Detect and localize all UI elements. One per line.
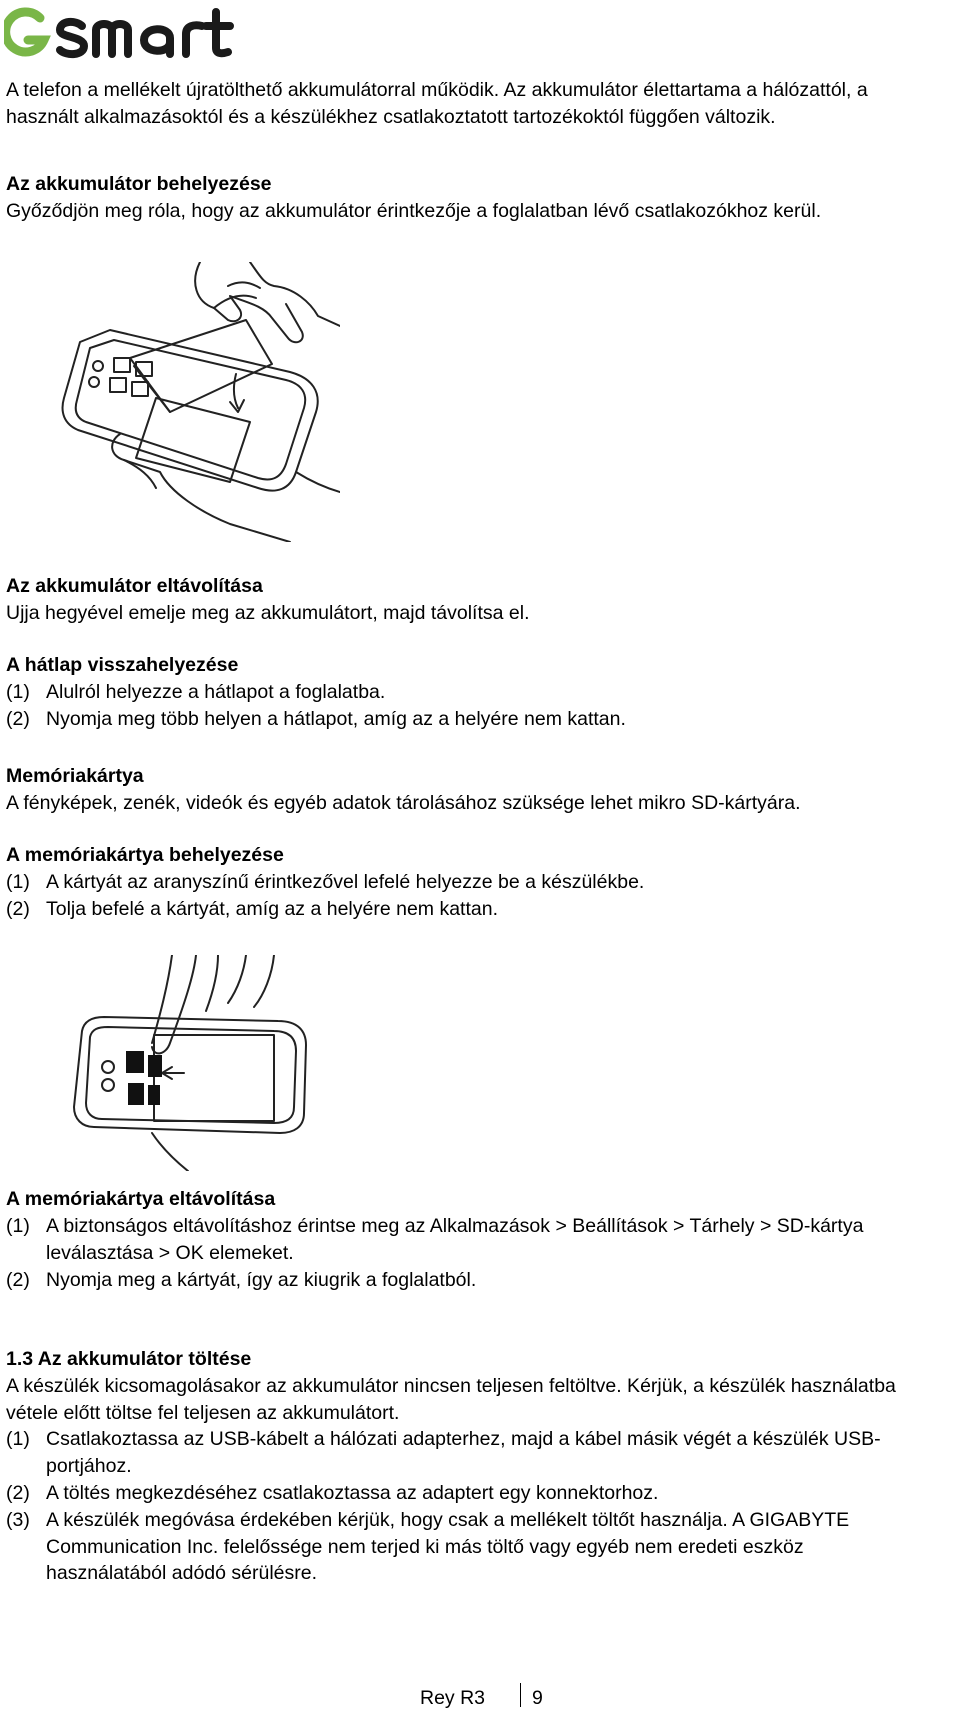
step-number: (1): [6, 871, 30, 893]
memory-card-text: A fényképek, zenék, videók és egyéb adatok tárolásához szüksége lehet mikro SD-kártyára.: [6, 792, 801, 814]
step-text: Alulról helyezze a hátlapot a foglalatba.: [46, 681, 386, 703]
step-number: (1): [6, 681, 30, 703]
footer-separator: [520, 1683, 521, 1707]
memory-card-heading: Memóriakártya: [6, 765, 144, 787]
footer-page-number: 9: [532, 1687, 543, 1709]
card-remove-heading: A memóriakártya eltávolítása: [6, 1188, 276, 1210]
back-cover-heading: A hátlap visszahelyezése: [6, 654, 239, 676]
step-text: Csatlakoztassa az USB-kábelt a hálózati adapterhez, majd a kábel másik végét a készülék USB-portjához.: [46, 1428, 881, 1477]
step-number: (2): [6, 898, 30, 920]
step-number: (1): [6, 1215, 30, 1237]
intro-paragraph: A telefon a mellékelt újratölthető akkumulátorral működik. Az akkumulátor élettartama a hálózattól, a használt alkalmazásoktól és a készülékhez csatlakoztatott tartozékoktól függően változik.: [6, 79, 868, 128]
card-remove-step-1: [6, 1213, 926, 1266]
card-insert-illustration: [68, 955, 318, 1171]
battery-insert-text: Győződjön meg róla, hogy az akkumulátor érintkezője a foglalatban lévő csatlakozókhoz kerül.: [6, 200, 822, 222]
step-number: (2): [6, 1482, 30, 1504]
step-text: A készülék megóvása érdekében kérjük, hogy csak a mellékelt töltőt használja. A GIGABYTE Communication Inc. felelőssége nem terjed ki más töltő vagy egyéb nem eredeti eszköz használatából adódó sérülésre.: [46, 1509, 850, 1584]
step-text: Nyomja meg a kártyát, így az kiugrik a foglalatból.: [46, 1269, 477, 1291]
battery-remove-heading: Az akkumulátor eltávolítása: [6, 575, 263, 597]
card-insert-heading: A memóriakártya behelyezése: [6, 844, 284, 866]
charging-step-1: [6, 1426, 926, 1479]
step-number: (3): [6, 1509, 30, 1531]
battery-remove-text: Ujja hegyével emelje meg az akkumulátort, majd távolítsa el.: [6, 602, 530, 624]
gsmart-logo: [4, 4, 264, 60]
step-text: A biztonságos eltávolításhoz érintse meg az Alkalmazások > Beállítások > Tárhely > SD-kártya leválasztása > OK elemeket.: [46, 1215, 864, 1264]
footer-model: Rey R3: [420, 1687, 486, 1709]
step-text: A kártyát az aranyszínű érintkezővel lefelé helyezze be a készülékbe.: [46, 871, 645, 893]
charging-heading: 1.3 Az akkumulátor töltése: [6, 1348, 252, 1370]
charging-step-3: [6, 1507, 926, 1587]
step-text: Tolja befelé a kártyát, amíg az a helyére nem kattan.: [46, 898, 498, 920]
step-text: A töltés megkezdéséhez csatlakoztassa az adaptert egy konnektorhoz.: [46, 1482, 659, 1504]
battery-insert-heading: Az akkumulátor behelyezése: [6, 173, 272, 195]
charging-text: A készülék kicsomagolásakor az akkumulátor nincsen teljesen feltöltve. Kérjük, a készülék használatba vétele előtt töltse fel teljesen az akkumulátort.: [6, 1375, 896, 1424]
step-number: (2): [6, 708, 30, 730]
step-number: (2): [6, 1269, 30, 1291]
step-number: (1): [6, 1428, 30, 1450]
step-text: Nyomja meg több helyen a hátlapot, amíg az a helyére nem kattan.: [46, 708, 626, 730]
battery-insert-illustration: [50, 262, 340, 542]
